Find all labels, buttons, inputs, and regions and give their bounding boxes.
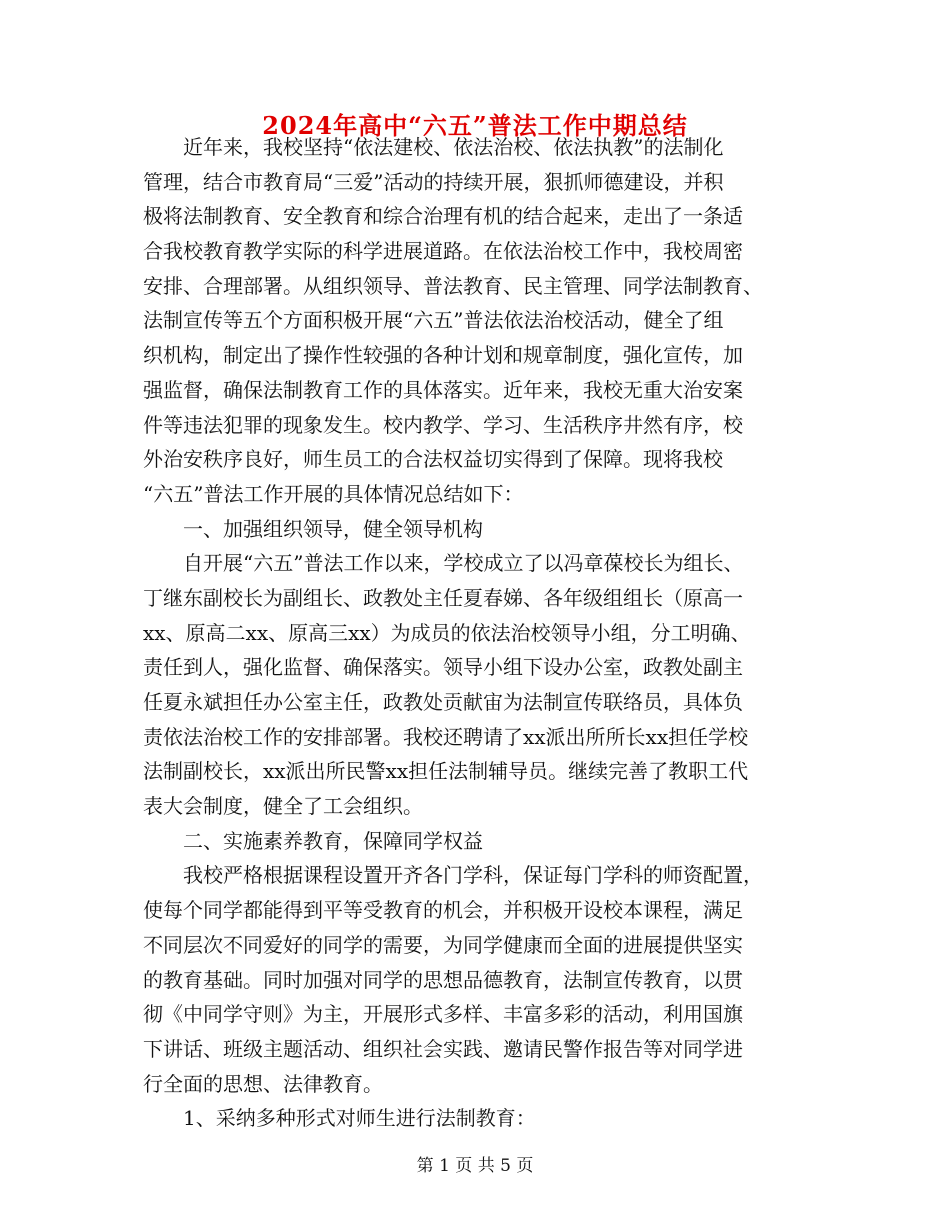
body-text-line: 表大会制度，健全了工会组织。	[143, 794, 423, 819]
body-text-line: 合我校教育教学实际的科学进展道路。在依法治校工作中，我校周密	[143, 239, 743, 264]
page-footer: 第 1 页 共 5 页	[416, 1156, 534, 1176]
body-text-line: xx、原高二xx、原高三xx）为成员的依法治校领导小组，分工明确、	[143, 620, 751, 645]
body-text-line: “六五”普法工作开展的具体情况总结如下：	[143, 481, 524, 506]
body-text-line: 我校严格根据课程设置开齐各门学科，保证每门学科的师资配置，	[143, 863, 763, 888]
document-body	[143, 130, 808, 1136]
body-text-line: 安排、合理部署。从组织领导、普法教育、民主管理、同学法制教育、	[143, 273, 763, 298]
body-text-line: 任夏永斌担任办公室主任，政教处贡献宙为法制宣传联络员，具体负	[143, 690, 743, 714]
body-text-line: 行全面的思想、法律教育。	[143, 1071, 383, 1096]
body-text-line: 法制宣传等五个方面积极开展“六五”普法依法治校活动，健全了组	[143, 308, 724, 333]
body-text-line: 近年来，我校坚持“依法建校、依法治校、依法执教”的法制化	[143, 135, 724, 159]
body-text-line: 责依法治校工作的安排部署。我校还聘请了xx派出所所长xx担任学校	[143, 724, 749, 749]
body-text-line: 彻《中同学守则》为主，开展形式多样、丰富多彩的活动，利用国旗	[143, 1002, 743, 1027]
body-text-line: 下讲话、班级主题活动、组织社会实践、邀请民警作报告等对同学进	[143, 1036, 743, 1061]
body-text-line: 1、采纳多种形式对师生进行法制教育：	[143, 1106, 536, 1131]
body-text-line: 不同层次不同爱好的同学的需要，为同学健康而全面的进展提供坚实	[143, 932, 743, 957]
body-text-line: 外治安秩序良好，师生员工的合法权益切实得到了保障。现将我校	[143, 447, 723, 472]
body-text-line: 管理，结合市教育局“三爱”活动的持续开展，狠抓师德建设，并积	[143, 169, 724, 194]
body-text-line: 极将法制教育、安全教育和综合治理有机的结合起来，走出了一条适	[143, 204, 743, 229]
body-text-line: 责任到人，强化监督、确保落实。领导小组下设办公室，政教处副主	[143, 655, 743, 680]
body-text-line: 使每个同学都能得到平等受教育的机会，并积极开设校本课程，满足	[143, 898, 743, 923]
body-text-line: 的教育基础。同时加强对同学的思想品德教育，法制宣传教育，以贯	[143, 967, 743, 992]
body-text-line: 件等违法犯罪的现象发生。校内教学、学习、生活秩序井然有序，校	[143, 412, 743, 437]
body-text-line: 丁继东副校长为副组长、政教处主任夏春娣、各年级组组长（原高一	[143, 585, 743, 610]
body-text-line: 一、加强组织领导，健全领导机构	[143, 516, 483, 541]
body-text-line: 二、实施素养教育，保障同学权益	[143, 828, 483, 853]
document-title: 2024年高中“六五”普法工作中期总结	[262, 111, 688, 140]
body-text-line: 织机构，制定出了操作性较强的各种计划和规章制度，强化宣传，加	[143, 343, 743, 368]
body-text-line: 法制副校长，xx派出所民警xx担任法制辅导员。继续完善了教职工代	[143, 759, 749, 784]
body-text-line: 强监督，确保法制教育工作的具体落实。近年来，我校无重大治安案	[143, 377, 743, 402]
body-text-line: 自开展“六五”普法工作以来，学校成立了以冯章葆校长为组长、	[143, 551, 744, 576]
